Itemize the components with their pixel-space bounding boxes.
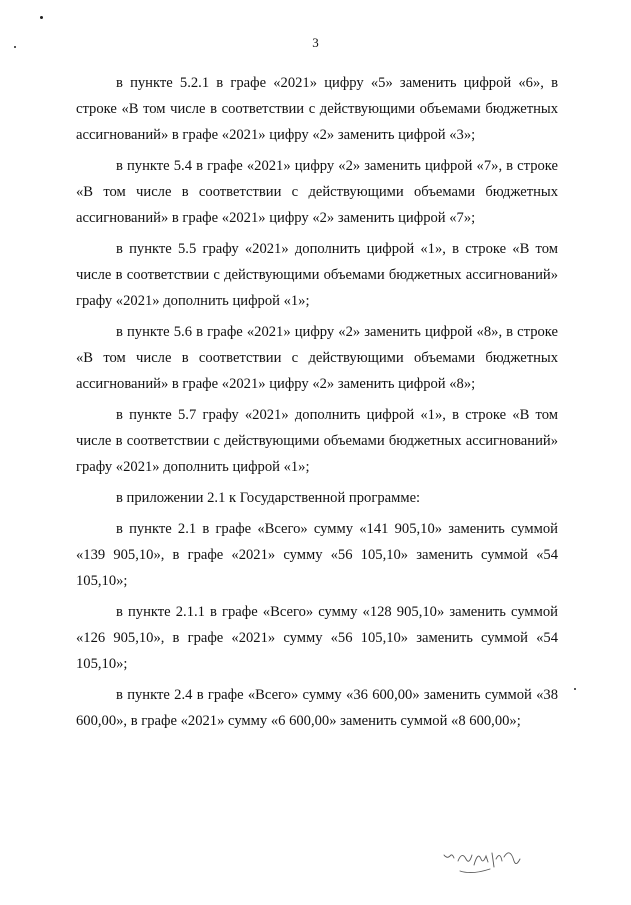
amendment-paragraph: в пункте 2.1.1 в графе «Всего» сумму «128 905,10» заменить суммой «126 905,10», в графе «2021» сумму «56 105,10» заменить суммой «54 105,10»; — [76, 604, 558, 672]
amendment-paragraph: в пункте 5.5 графу «2021» дополнить цифрой «1», в строке «В том числе в соответствии с действующими объемами бюджетных ассигнований» графу «2021» дополнить цифрой «1»; — [76, 241, 558, 309]
amendment-paragraph: в пункте 5.6 в графе «2021» цифру «2» заменить цифрой «8», в строке «В том числе в соответствии с действующими объемами бюджетных ассигнований» в графе «2021» цифру «2» заменить цифрой «8»; — [76, 324, 558, 392]
amendment-paragraph: в пункте 2.4 в графе «Всего» сумму «36 600,00» заменить суммой «38 600,00», в графе «2021» сумму «6 600,00» заменить суммой «8 600,00»; — [76, 687, 558, 729]
document-body — [76, 70, 558, 739]
page-number: 3 — [312, 35, 319, 50]
appendix-intro: в приложении 2.1 к Государственной программе: — [116, 490, 421, 506]
amendment-paragraph: в пункте 5.2.1 в графе «2021» цифру «5» заменить цифрой «6», в строке «В том числе в соответствии с действующими объемами бюджетных ассигнований» в графе «2021» цифру «2» заменить цифрой «3»; — [76, 75, 558, 143]
amendment-paragraph: в пункте 2.1 в графе «Всего» сумму «141 905,10» заменить суммой «139 905,10», в графе «2021» сумму «56 105,10» заменить суммой «54 105,10»; — [76, 521, 558, 589]
scan-speck — [40, 16, 43, 19]
handwritten-signature — [440, 835, 530, 880]
scan-speck — [14, 46, 16, 48]
amendment-paragraph: в пункте 5.7 графу «2021» дополнить цифрой «1», в строке «В том числе в соответствии с действующими объемами бюджетных ассигнований» графу «2021» дополнить цифрой «1»; — [76, 407, 558, 475]
amendment-paragraph: в пункте 5.4 в графе «2021» цифру «2» заменить цифрой «7», в строке «В том числе в соответствии с действующими объемами бюджетных ассигнований» в графе «2021» цифру «2» заменить цифрой «7»; — [76, 158, 558, 226]
scan-speck — [574, 688, 576, 690]
